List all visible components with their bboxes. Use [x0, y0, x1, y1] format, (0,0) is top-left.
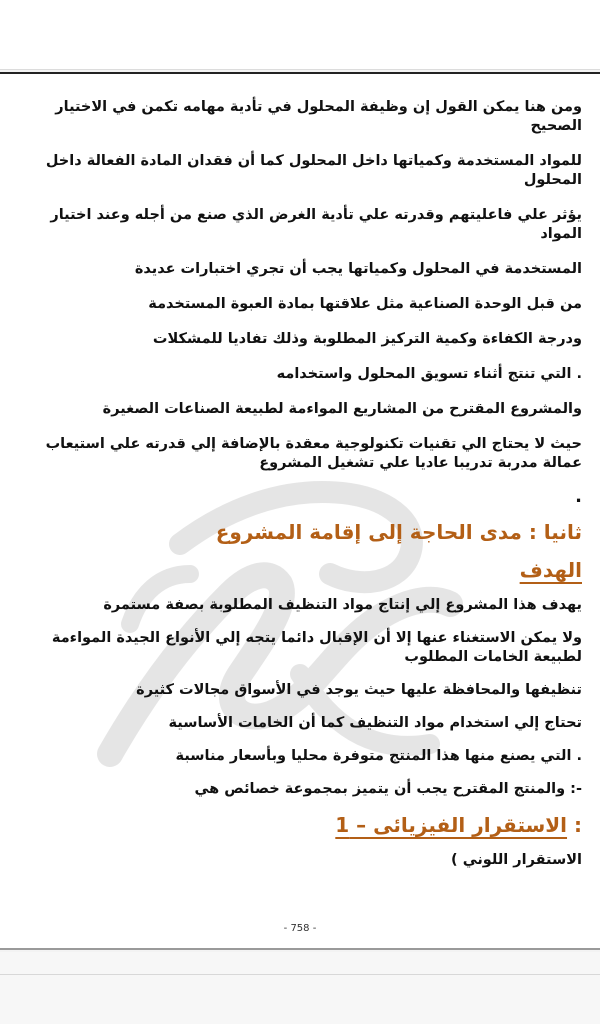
physical-stability-heading	[18, 813, 582, 837]
paragraph-dot: .	[575, 486, 582, 507]
page-divider	[0, 974, 600, 975]
paragraph-line-6: ودرجة الكفاءة وكمية التركيز المطلوبة وذلك تفاديا للمشكلات	[152, 331, 582, 347]
goal-line-4: تحتاج إلي استخدام مواد التنظيف كما أن الخامات الأساسية	[168, 715, 582, 731]
section-heading: ثانيا : مدى الحاجة إلى إقامة المشروع	[215, 520, 582, 544]
next-page-edge	[0, 952, 600, 1024]
paragraph-line-2: للمواد المستخدمة وكمياتها داخل المحلول كما أن فقدان المادة الفعالة داخل المحلول	[45, 153, 582, 188]
goal-line-1: يهدف هذا المشروع إلي إنتاج مواد التنظيف المطلوبة بصفة مستمرة	[103, 597, 582, 613]
previous-page-edge	[0, 0, 600, 70]
goal-line-5: . التي يصنع منها هذا المنتج متوفرة محليا وبأسعار مناسبة	[175, 748, 582, 764]
paragraph-line-4: المستخدمة في المحلول وكمياتها يجب أن تجري اختبارات عديدة	[134, 261, 582, 277]
color-stability-line: الاستقرار اللوني )	[451, 852, 582, 868]
document-page	[0, 72, 600, 950]
paragraph-line-7: . التي تنتج أثناء تسويق المحلول واستخدامه	[276, 366, 582, 382]
goal-line-6: -: والمنتج المقترح يجب أن يتميز بمجموعة خصائص هي	[194, 781, 582, 797]
goal-line-3: تنظيفها والمحافظة عليها حيث يوجد في الأسواق مجالات كثيرة	[136, 682, 582, 698]
paragraph-line-5: من قبل الوحدة الصناعية مثل علاقتها بمادة العبوة المستخدمة	[148, 296, 582, 312]
paragraph-line-3: يؤثر علي فاعليتهم وقدرته علي تأدية الغرض الذي صنع من أجله وعند اختيار المواد	[50, 207, 582, 242]
goal-line-2: ولا يمكن الاستغناء عنها إلا أن الإقبال دائما يتجه إلي الأنواع الجيدة المواءمة لطبيعة الخامات المطلوب	[51, 630, 582, 665]
paragraph-line-9: حيث لا يحتاج الي تقنيات تكنولوجية معقدة بالإضافة إلي قدرته علي استيعاب عمالة مدربة تدريبا عاديا علي تشغيل المشروع	[45, 436, 582, 471]
paragraph-line-8: والمشروع المقترح من المشاريع المواءمة لطبيعة الصناعات الصغيرة	[102, 401, 582, 417]
document-body	[18, 98, 582, 886]
goal-heading: الهدف	[519, 558, 582, 582]
subheading-text: الاستقرار الفيزيائى – 1	[335, 813, 568, 837]
page-number: - 758 -	[283, 923, 317, 934]
subheading-prefix: :	[567, 813, 582, 837]
paragraph-line-1: ومن هنا يمكن القول إن وظيفة المحلول في تأدية مهامه تكمن في الاختيار الصحيح	[55, 99, 582, 134]
